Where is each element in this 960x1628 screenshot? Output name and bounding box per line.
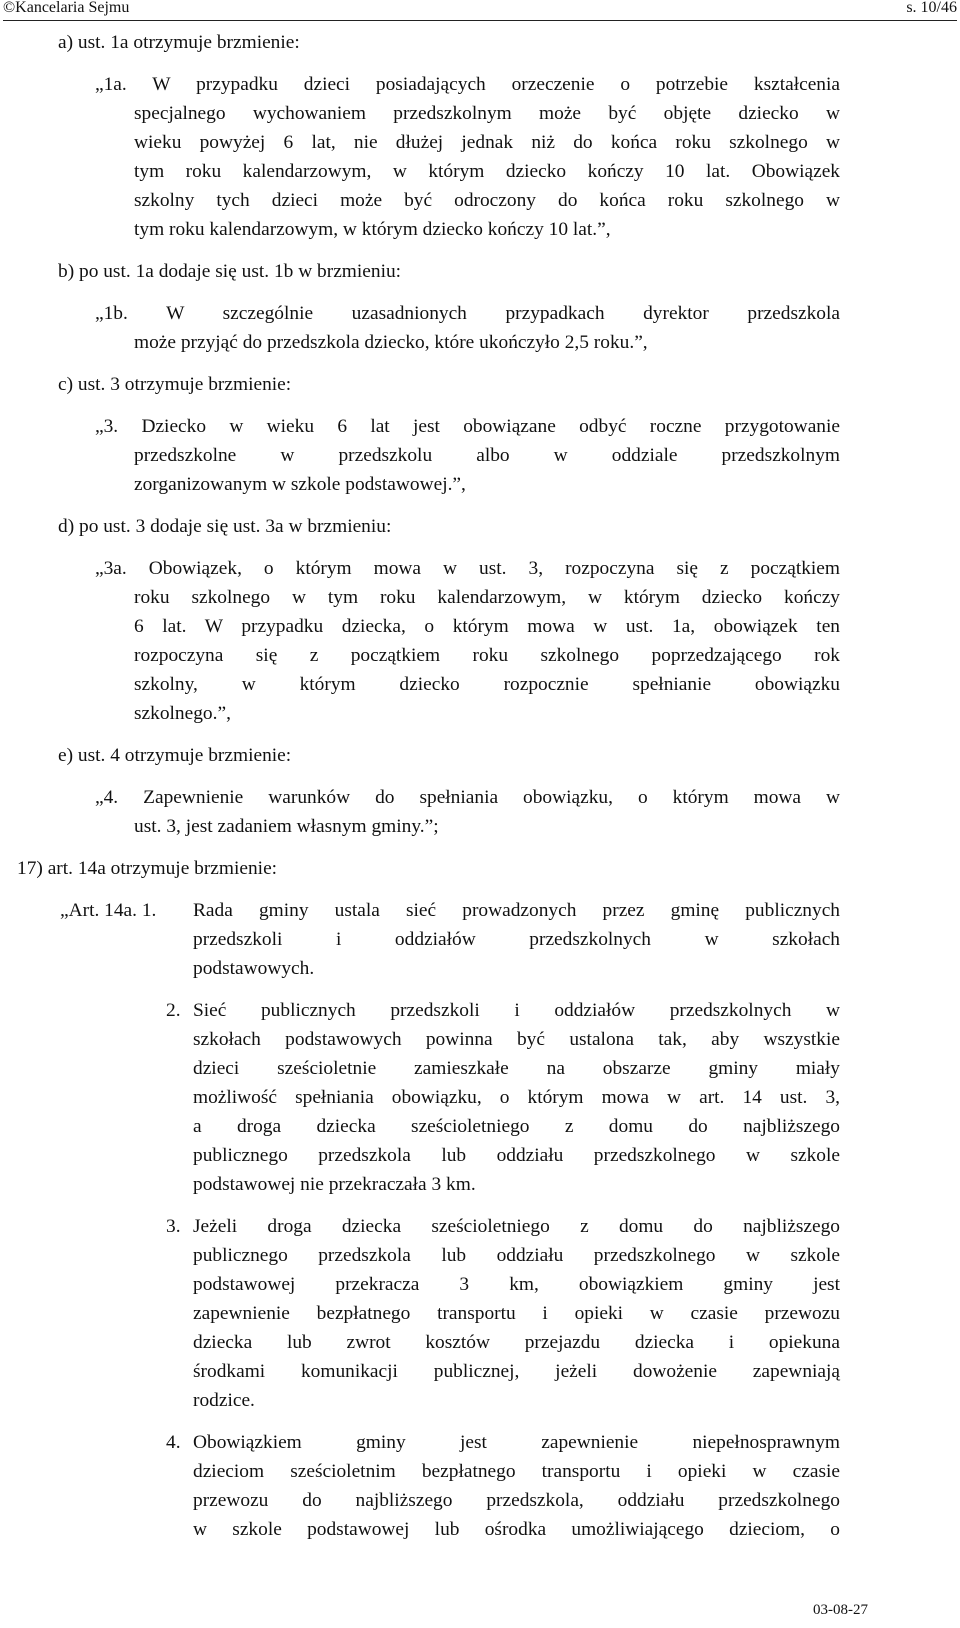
article-14a-para-4-line: przewozu do najbliższego przedszkola, oddziału przedszkolnego: [193, 1490, 840, 1511]
paragraph-3-line: zorganizowanym w szkole podstawowej.”,: [134, 474, 466, 495]
list-item-e-intro: e) ust. 4 otrzymuje brzmienie:: [58, 745, 292, 766]
page-header: [3, 0, 957, 21]
page-number: s. 10/46: [906, 0, 957, 16]
article-14a-para-2-line: możliwość spełniania obowiązku, o którym mowa w art. 14 ust. 3,: [193, 1087, 840, 1108]
header-copyright: ©Kancelaria Sejmu: [3, 0, 130, 16]
article-14a-para-2-line: podstawowej nie przekraczała 3 km.: [193, 1174, 476, 1195]
article-14a-para-3-line: rodzice.: [193, 1390, 255, 1411]
paragraph-1b-line: może przyjąć do przedszkola dziecko, które ukończyło 2,5 roku.”,: [134, 332, 648, 353]
article-14a-para-2-line: publicznego przedszkola lub oddziału przedszkolnego w szkole: [193, 1145, 840, 1166]
article-14a-para-4-line: 4. Obowiązkiem gminy jest zapewnienie niepełnosprawnym: [0, 1428, 960, 1457]
paragraph-4-line: ust. 3, jest zadaniem własnym gminy.”;: [134, 816, 439, 837]
paragraph-3a-line: rozpoczyna się z początkiem roku szkolnego poprzedzającego rok: [134, 645, 840, 666]
paragraph-1b-line: „1b. W szczególnie uzasadnionych przypadkach dyrektor przedszkola: [95, 303, 840, 324]
article-14a-para-1-line: podstawowych.: [193, 958, 315, 979]
paragraph-1a-line: „1a. W przypadku dzieci posiadających orzeczenie o potrzebie kształcenia: [95, 74, 840, 95]
para-3-number: 3.: [166, 1216, 181, 1237]
paragraph-1a-line: tym roku kalendarzowym, w którym dziecko kończy 10 lat.”,: [134, 219, 611, 240]
paragraph-1a-line: szkolny tych dzieci może być odroczony do końca roku szkolnego w: [134, 190, 840, 211]
article-14a-para-3-line: publicznego przedszkola lub oddziału przedszkolnego w szkole: [193, 1245, 840, 1266]
article-14a-para-3-line: zapewnienie bezpłatnego transportu i opieki w czasie przewozu: [193, 1303, 840, 1324]
list-item-b-intro: b) po ust. 1a dodaje się ust. 1b w brzmieniu:: [58, 261, 402, 282]
paragraph-3a-line: szkolnego.”,: [134, 703, 231, 724]
article-14a-para-2-line: a droga dziecka sześcioletniego z domu do najbliższego: [193, 1116, 840, 1137]
list-item-17-intro: 17) art. 14a otrzymuje brzmienie:: [17, 858, 278, 879]
article-14a-para-3-line: dziecka lub zwrot kosztów przejazdu dziecka i opiekuna: [193, 1332, 840, 1353]
document-date-code: 03-08-27: [813, 1602, 868, 1618]
para-4-number: 4.: [166, 1432, 181, 1453]
paragraph-3a-line: „3a. Obowiązek, o którym mowa w ust. 3, rozpoczyna się z początkiem: [95, 558, 840, 579]
article-14a-para-2-line: szkołach podstawowych powinna być ustalona tak, aby wszystkie: [193, 1029, 840, 1050]
paragraph-1a-line: tym roku kalendarzowym, w którym dziecko kończy 10 lat. Obowiązek: [134, 161, 840, 182]
list-item-c-intro: c) ust. 3 otrzymuje brzmienie:: [58, 374, 292, 395]
paragraph-3-line: przedszkolne w przedszkolu albo w oddziale przedszkolnym: [134, 445, 840, 466]
article-14a-para-3-line: środkami komunikacji publicznej, jeżeli dowożenie zapewniają: [193, 1361, 840, 1382]
article-14a-para-3-line: 3. Jeżeli droga dziecka sześcioletniego z domu do najbliższego: [0, 1212, 960, 1241]
paragraph-4-line: „4. Zapewnienie warunków do spełniania obowiązku, o którym mowa w: [95, 787, 840, 808]
article-14a-para-4-line: dzieciom sześcioletnim bezpłatnego transportu i opieki w czasie: [193, 1461, 840, 1482]
para-2-number: 2.: [166, 1000, 181, 1021]
paragraph-1a-line: specjalnego wychowaniem przedszkolnym może być objęte dziecko w: [134, 103, 840, 124]
paragraph-1a-line: wieku powyżej 6 lat, nie dłużej jednak niż do końca roku szkolnego w: [134, 132, 840, 153]
article-14a-para-1-line: przedszkoli i oddziałów przedszkolnych w szkołach: [193, 929, 840, 950]
list-item-d-intro: d) po ust. 3 dodaje się ust. 3a w brzmieniu:: [58, 516, 392, 537]
list-item-a-intro: a) ust. 1a otrzymuje brzmienie:: [58, 32, 300, 53]
article-14a-para-1-line: „Art. 14a. 1. Rada gminy ustala sieć prowadzonych przez gminę publicznych: [0, 896, 960, 925]
paragraph-3a-line: szkolny, w którym dziecko rozpocznie spełnianie obowiązku: [134, 674, 840, 695]
article-14a-para-2-line: 2. Sieć publicznych przedszkoli i oddziałów przedszkolnych w: [0, 996, 960, 1025]
paragraph-3a-line: 6 lat. W przypadku dziecka, o którym mowa w ust. 1a, obowiązek ten: [134, 616, 840, 637]
article-14a-para-2-line: dzieci sześcioletnie zamieszkałe na obszarze gminy miały: [193, 1058, 840, 1079]
article-14a-label: „Art. 14a. 1.: [60, 900, 157, 921]
article-14a-para-4-line: w szkole podstawowej lub ośrodka umożliwiającego dzieciom, o: [193, 1519, 840, 1540]
paragraph-3-line: „3. Dziecko w wieku 6 lat jest obowiązane odbyć roczne przygotowanie: [95, 416, 840, 437]
paragraph-3a-line: roku szkolnego w tym roku kalendarzowym, w którym dziecko kończy: [134, 587, 840, 608]
article-14a-para-3-line: podstawowej przekracza 3 km, obowiązkiem gminy jest: [193, 1274, 840, 1295]
